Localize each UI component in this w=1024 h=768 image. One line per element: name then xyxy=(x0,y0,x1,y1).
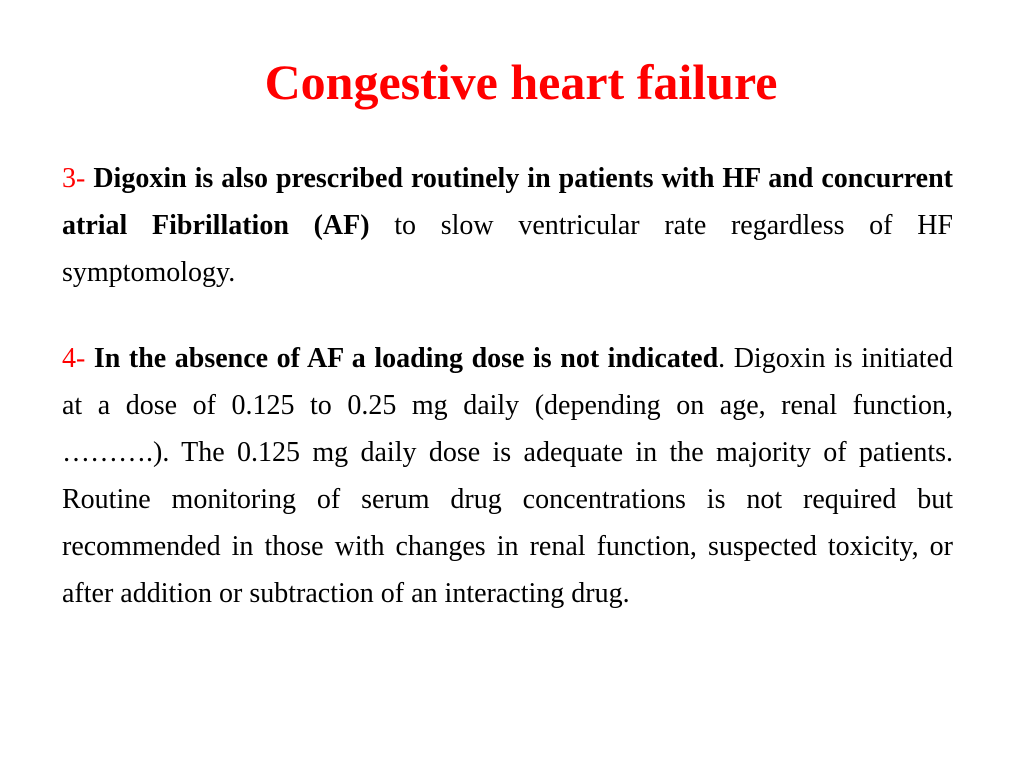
point-3-bold-text: Digoxin is also prescribed routinely in patients with HF and concurrent atrial Fibrillation (AF) xyxy=(62,163,953,241)
point-4-bold-text: In the absence of AF a loading dose is not indicated xyxy=(93,343,719,374)
point-3-paragraph xyxy=(62,155,953,296)
point-3-number: 3- xyxy=(62,163,86,194)
point-4-paragraph xyxy=(62,335,953,617)
point-4-normal-text: . Digoxin is initiated at a dose of 0.125 to 0.25 mg daily (depending on age, renal function, ……….). The 0.125 mg daily dose is adequate in the majority of patients. Routine monitoring of serum drug concentrations is not required but recommended in those with changes in renal function, suspected toxicity, or after addition or subtraction of an interacting drug. xyxy=(62,343,954,609)
point-4-number: 4- xyxy=(62,343,86,374)
slide-title: Congestive heart failure xyxy=(264,54,778,110)
point-3-normal-text: to slow ventricular rate regardless of HF symptomology. xyxy=(62,210,953,288)
